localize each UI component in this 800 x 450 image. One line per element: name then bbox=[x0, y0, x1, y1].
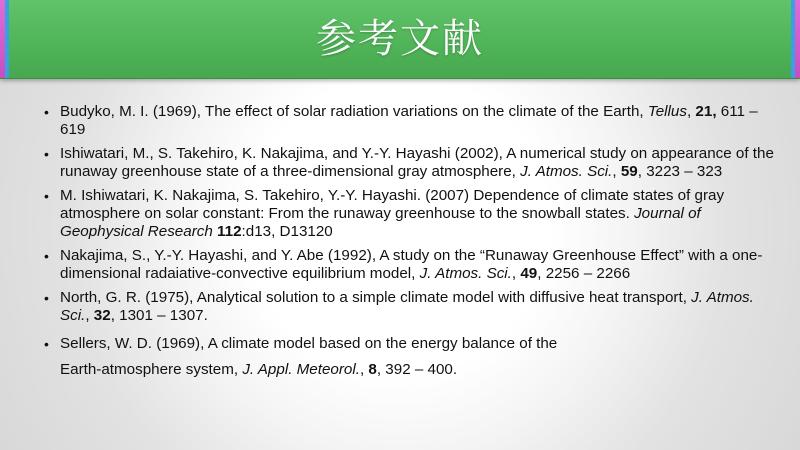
reference-pages: , 3223 – 323 bbox=[637, 163, 723, 180]
reference-authors-continued: Earth-atmosphere system, bbox=[60, 361, 243, 378]
reference-journal: J. Atmos. Sci. bbox=[60, 289, 754, 324]
reference-volume: 32 bbox=[93, 307, 111, 324]
reference-authors: Nakajima, S., Y.-Y. Hayashi, and Y. Abe (1992), A study on the “Runaway Greenhouse Effect” with a one-dimensional radaiative-convective equilibrium model, bbox=[60, 247, 763, 282]
reference-separator: , bbox=[511, 265, 521, 282]
reference-volume: 112 bbox=[217, 223, 242, 240]
reference-volume: 21, bbox=[695, 103, 717, 120]
reference-item bbox=[60, 103, 785, 139]
reference-item bbox=[60, 145, 785, 181]
reference-authors: Sellers, W. D. (1969), A climate model based on the energy balance of the bbox=[60, 335, 558, 352]
reference-list bbox=[60, 103, 785, 389]
reference-separator: , bbox=[85, 307, 94, 324]
reference-item bbox=[60, 289, 785, 325]
reference-separator: , bbox=[612, 163, 621, 180]
reference-pages: , 2256 – 2266 bbox=[537, 265, 631, 282]
reference-authors: North, G. R. (1975), Analytical solution to a simple climate model with diffusive heat transport, bbox=[60, 289, 692, 306]
reference-authors: Ishiwatari, M., S. Takehiro, K. Nakajima, and Y.-Y. Hayashi (2002), A numerical study on appearance of the runaway greenhouse state of a three-dimensional gray atmosphere, bbox=[60, 145, 774, 180]
reference-separator: , bbox=[686, 103, 696, 120]
reference-item bbox=[60, 187, 785, 241]
slide-title: 参考文献 bbox=[316, 16, 484, 62]
title-bar bbox=[0, 0, 800, 79]
reference-authors: M. Ishiwatari, K. Nakajima, S. Takehiro, Y.-Y. Hayashi. (2007) Dependence of climate states of gray atmosphere on solar constant: From the runaway greenhouse to the snowball states. bbox=[60, 187, 725, 222]
reference-journal: Journal of Geophysical Research bbox=[60, 205, 701, 240]
reference-authors: Budyko, M. I. (1969), The effect of solar radiation variations on the climate of the Earth, bbox=[60, 103, 648, 120]
reference-journal: J. Appl. Meteorol. bbox=[242, 361, 360, 378]
reference-volume: 59 bbox=[620, 163, 638, 180]
reference-journal: J. Atmos. Sci. bbox=[419, 265, 512, 282]
reference-separator: , bbox=[359, 361, 369, 378]
reference-journal: J. Atmos. Sci. bbox=[520, 163, 613, 180]
reference-pages: , 1301 – 1307. bbox=[110, 307, 208, 324]
reference-pages: :d13, D13120 bbox=[241, 223, 333, 240]
reference-volume: 49 bbox=[520, 265, 538, 282]
reference-pages: , 392 – 400. bbox=[376, 361, 458, 378]
reference-item bbox=[60, 331, 785, 383]
reference-pages: 611 – 619 bbox=[60, 103, 758, 138]
reference-journal: Tellus bbox=[647, 103, 687, 120]
reference-volume: 8 bbox=[368, 361, 377, 378]
reference-item bbox=[60, 247, 785, 283]
